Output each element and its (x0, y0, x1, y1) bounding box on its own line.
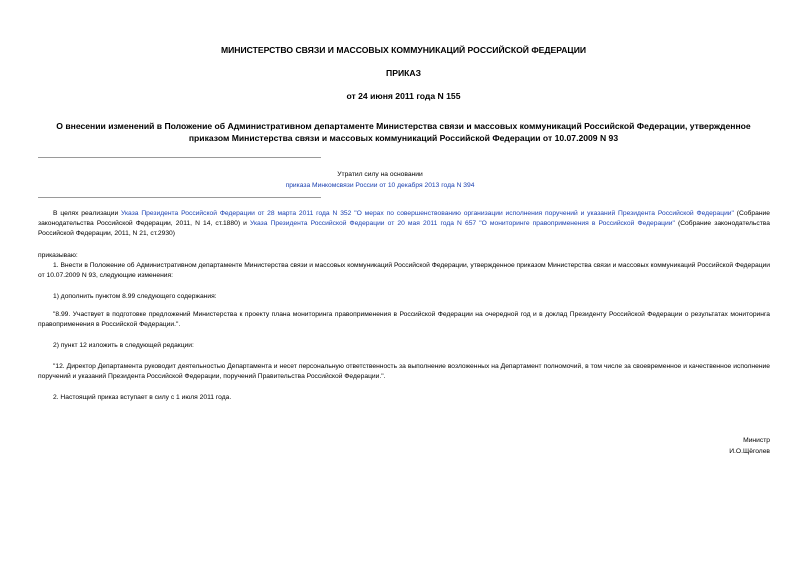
preamble-paragraph (38, 209, 770, 239)
signature-position: Министр (743, 437, 770, 444)
preamble-post: (Собрание законодательства Российской Федерации, 2011, N 21, ст.2930) (38, 220, 770, 237)
doc-type-heading: ПРИКАЗ (386, 68, 421, 78)
signature-name: И.О.Щёголев (729, 448, 770, 455)
status-text: Утратил силу на основании (337, 171, 423, 178)
item-2: 2. Настоящий приказ вступает в силу с 1 июля 2011 года. (53, 394, 232, 401)
quote-8-99: "8.99. Участвует в подготовке предложений Министерства к проекту плана мониторинга правоприменения в Российской Федерации на очередной год и в доклад Президенту Российской Федерации о результатах мониторинга правоприменения в Российской Федерации.". (38, 311, 770, 328)
document-title: О внесении изменений в Положение об Административном департаменте Министерства связи и массовых коммуникаций Российской Федерации, утвержденное приказом Министерства связи и массовых коммуникаций Российской Федерации от 10.07.2009 N 93 (56, 121, 751, 143)
quote-12: "12. Директор Департамента руководит деятельностью Департамента и несет персональную ответственность за выполнение возложенных на Департамент полномочий, в том числе за своевременное и качественное исполнение поручений и указаний Президента Российской Федерации, поручений Правительства Российской Федерации.". (38, 363, 770, 380)
ministry-heading: МИНИСТЕРСТВО СВЯЗИ И МАССОВЫХ КОММУНИКАЦИЙ РОССИЙСКОЙ ФЕДЕРАЦИИ (220, 45, 587, 55)
decree-352-link[interactable]: Указа Президента Российской Федерации от 28 марта 2011 года N 352 "О мерах по совершенствованию организации исполнения поручений и указаний Президента Российской Федерации" (121, 210, 734, 217)
repeal-order-link[interactable]: приказа Минкомсвязи России от 10 декабря 2013 года N 394 (285, 182, 475, 189)
preamble-mid: (Собрание законодательства Российской Федерации, 2011, N 14, ст.1880) и (38, 210, 770, 227)
order-paragraph (38, 251, 770, 281)
preamble-pre: В целях реализации (53, 210, 122, 217)
decree-657-link[interactable]: Указа Президента Российской Федерации от 20 мая 2011 года N 657 "О мониторинге правоприменения в Российской Федерации" (250, 220, 675, 227)
item-1-2: 2) пункт 12 изложить в следующей редакции: (53, 342, 194, 349)
order-word: приказываю: (38, 252, 78, 259)
item-1: 1. Внести в Положение об Административном департаменте Министерства связи и массовых коммуникаций Российской Федерации, утвержденное приказом Министерства связи и массовых коммуникаций Российской Федерации от 10.07.2009 N 93, следующие изменения: (38, 262, 770, 279)
bottom-divider (38, 197, 321, 198)
date-number-heading: от 24 июня 2011 года N 155 (346, 91, 461, 101)
top-divider (38, 157, 321, 158)
status-link-line (200, 180, 560, 191)
item-1-1: 1) дополнить пунктом 8.99 следующего содержания: (53, 293, 217, 300)
